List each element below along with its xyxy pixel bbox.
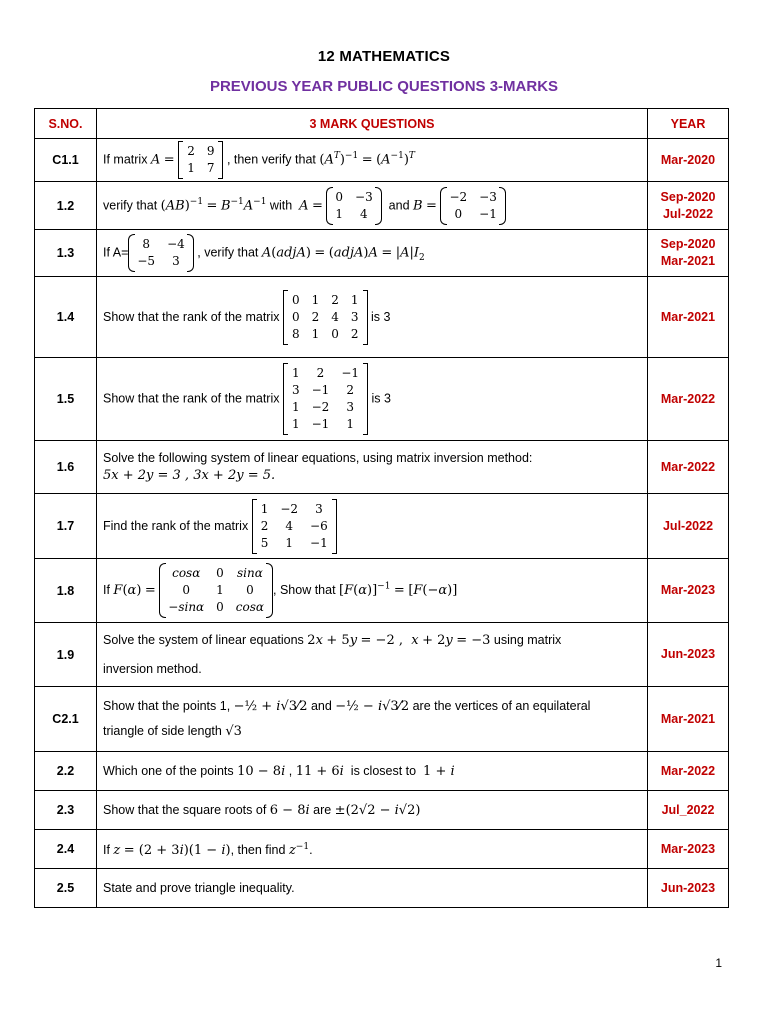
row-year: Jul_2022 xyxy=(648,791,729,830)
row-year: Mar-2023 xyxy=(648,830,729,869)
document-subtitle: PREVIOUS YEAR PUBLIC QUESTIONS 3-MARKS xyxy=(209,78,559,95)
table-row xyxy=(35,441,729,494)
table-row xyxy=(35,277,729,358)
question-text: If z = (2 + 3i)(1 − i), then find $z^{-1}$. xyxy=(97,830,648,869)
row-year: Mar-2023 xyxy=(648,559,729,623)
table-row xyxy=(35,830,729,869)
question-text: Solve the system of linear equations 2x + 5y = −2 , x + 2y = −3 using matrix inversion method. xyxy=(97,623,648,687)
row-year: Jun-2023 xyxy=(648,869,729,908)
table-row xyxy=(35,559,729,623)
question-text: Solve the following system of linear equations, using matrix inversion method: 5x + 2y = 3 , 3x + 2y = 5. xyxy=(97,441,648,494)
question-text: Find the rank of the matrix 1 −2 3 2 4 −6 5 1 −1 xyxy=(97,494,648,559)
matrix-a: 8 −4 −5 3 xyxy=(128,234,193,272)
table-row xyxy=(35,358,729,441)
matrix-a: 2 9 1 7 xyxy=(178,141,223,179)
matrix: 1 2 −1 3 −1 2 1 −2 3 1 −1 1 xyxy=(283,363,368,435)
table-row xyxy=(35,623,729,687)
row-year: Sep-2020 Mar-2021 xyxy=(648,230,729,277)
table-row xyxy=(35,182,729,230)
row-sno: C1.1 xyxy=(35,139,97,182)
row-sno: 2.4 xyxy=(35,830,97,869)
question-text: If A= 8 −4 −5 3 , verify that A(adjA) = (adjA)A = $|A|I_2$ xyxy=(97,230,648,277)
question-text: Show that the points 1, −½ + i√3⁄2 and −½ − i√3⁄2 are the vertices of an equilateral triangle of side length √3 xyxy=(97,687,648,752)
question-text: State and prove triangle inequality. xyxy=(97,869,648,908)
row-year: Jun-2023 xyxy=(648,623,729,687)
table-header-row xyxy=(35,109,729,139)
row-sno: 1.5 xyxy=(35,358,97,441)
row-year: Jul-2022 xyxy=(648,494,729,559)
question-text: Show that the rank of the matrix 1 2 −1 3 −1 2 1 −2 3 1 −1 1 is 3 xyxy=(97,358,648,441)
table-row xyxy=(35,869,729,908)
row-sno: 1.9 xyxy=(35,623,97,687)
table-row xyxy=(35,139,729,182)
table-row xyxy=(35,230,729,277)
row-sno: 2.5 xyxy=(35,869,97,908)
row-year: Mar-2021 xyxy=(648,277,729,358)
table-row xyxy=(35,791,729,830)
matrix: 0 1 2 1 0 2 4 3 8 1 0 2 xyxy=(283,290,368,345)
row-sno: 1.4 xyxy=(35,277,97,358)
table-row xyxy=(35,687,729,752)
question-text: Show that the square roots of 6 − 8i are ±(2√2 − i√2) xyxy=(97,791,648,830)
question-text: If F(α) = cosα 0 sinα 0 1 0 −sinα 0 cosα , Show that $[F(\alpha)]^{-1} = [F(-\alpha)]$ xyxy=(97,559,648,623)
col-header-sno: S.NO. xyxy=(35,109,97,139)
table-row xyxy=(35,494,729,559)
row-sno: 1.2 xyxy=(35,182,97,230)
question-text: Which one of the points 10 − 8i , 11 + 6i is closest to 1 + i xyxy=(97,752,648,791)
row-sno: 1.3 xyxy=(35,230,97,277)
row-sno: 1.6 xyxy=(35,441,97,494)
col-header-questions: 3 MARK QUESTIONS xyxy=(97,109,648,139)
matrix-b: −2 −3 0 −1 xyxy=(440,187,505,225)
page-number: 1 xyxy=(715,956,722,970)
row-sno: C2.1 xyxy=(35,687,97,752)
row-year: Sep-2020 Jul-2022 xyxy=(648,182,729,230)
row-sno: 1.7 xyxy=(35,494,97,559)
questions-table xyxy=(34,108,729,908)
row-sno: 2.3 xyxy=(35,791,97,830)
matrix-a: 0 −3 1 4 xyxy=(326,187,381,225)
question-text: If matrix A = 2 9 1 7 , then verify that $(A^T)^{-1} = (A^{-1})^T$ xyxy=(97,139,648,182)
row-year: Mar-2020 xyxy=(648,139,729,182)
table-row xyxy=(35,752,729,791)
row-year: Mar-2022 xyxy=(648,358,729,441)
row-sno: 2.2 xyxy=(35,752,97,791)
document-title: 12 MATHEMATICS xyxy=(317,48,451,65)
question-text: verify that $(AB)^{-1} = B^{-1}A^{-1}$ with A = 0 −3 1 4 and B = −2 −3 0 −1 xyxy=(97,182,648,230)
row-sno: 1.8 xyxy=(35,559,97,623)
question-text: Show that the rank of the matrix 0 1 2 1 0 2 4 3 8 1 0 2 is 3 xyxy=(97,277,648,358)
matrix: 1 −2 3 2 4 −6 5 1 −1 xyxy=(252,499,337,554)
row-year: Mar-2021 xyxy=(648,687,729,752)
row-year: Mar-2022 xyxy=(648,441,729,494)
matrix-f: cosα 0 sinα 0 1 0 −sinα 0 cosα xyxy=(159,563,273,618)
col-header-year: YEAR xyxy=(648,109,729,139)
row-year: Mar-2022 xyxy=(648,752,729,791)
